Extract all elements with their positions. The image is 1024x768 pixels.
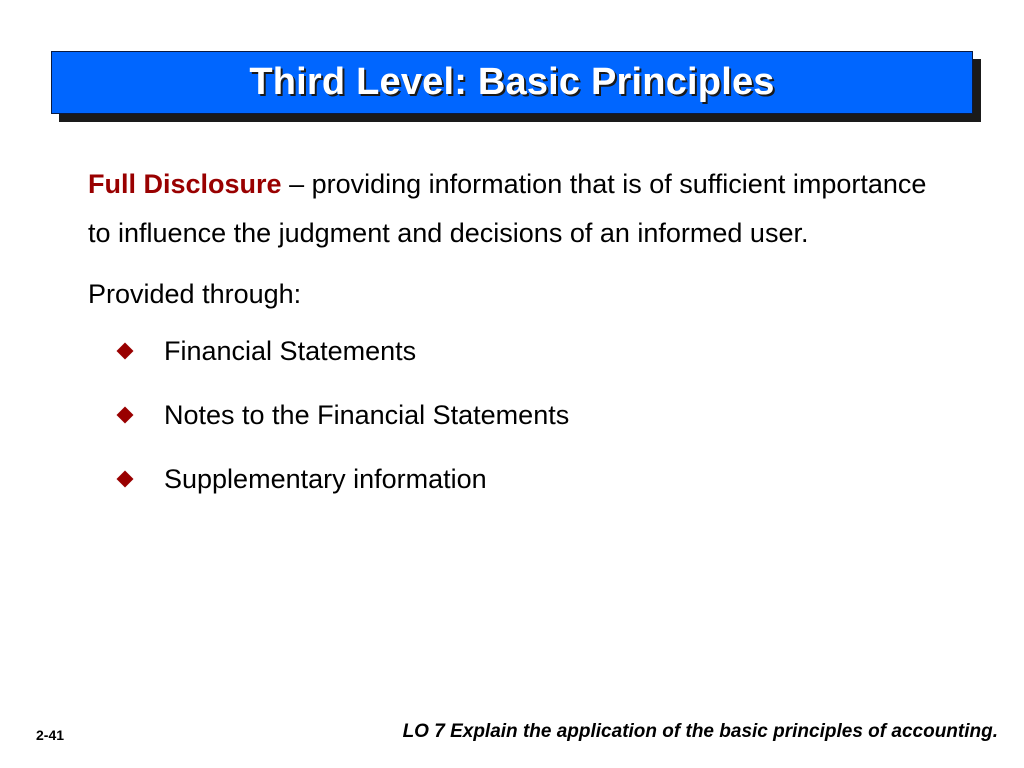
title-bar (51, 51, 973, 114)
list-item (88, 383, 948, 447)
slide-title: Third Level: Basic Principles (249, 61, 775, 103)
learning-objective: LO 7 Explain the application of the basic principles of accounting. (402, 721, 998, 742)
diamond-bullet-icon (117, 407, 134, 424)
bullet-text: Supplementary information (164, 463, 487, 494)
diamond-bullet-icon (117, 471, 134, 488)
slide-body (88, 160, 948, 511)
diamond-bullet-icon (117, 343, 134, 360)
definition-term: Full Disclosure (88, 169, 282, 199)
definition-paragraph (88, 160, 948, 258)
bullet-text: Financial Statements (164, 335, 417, 366)
page-number: 2-41 (36, 727, 65, 743)
provided-label: Provided through: (88, 279, 302, 309)
list-item (88, 319, 948, 383)
list-item (88, 447, 948, 511)
bullet-text: Notes to the Financial Statements (164, 399, 570, 430)
definition-text: – providing information that is of sufficient importance to influence the judgment and decisions of an informed user. (88, 169, 927, 248)
bullet-list (88, 319, 948, 511)
